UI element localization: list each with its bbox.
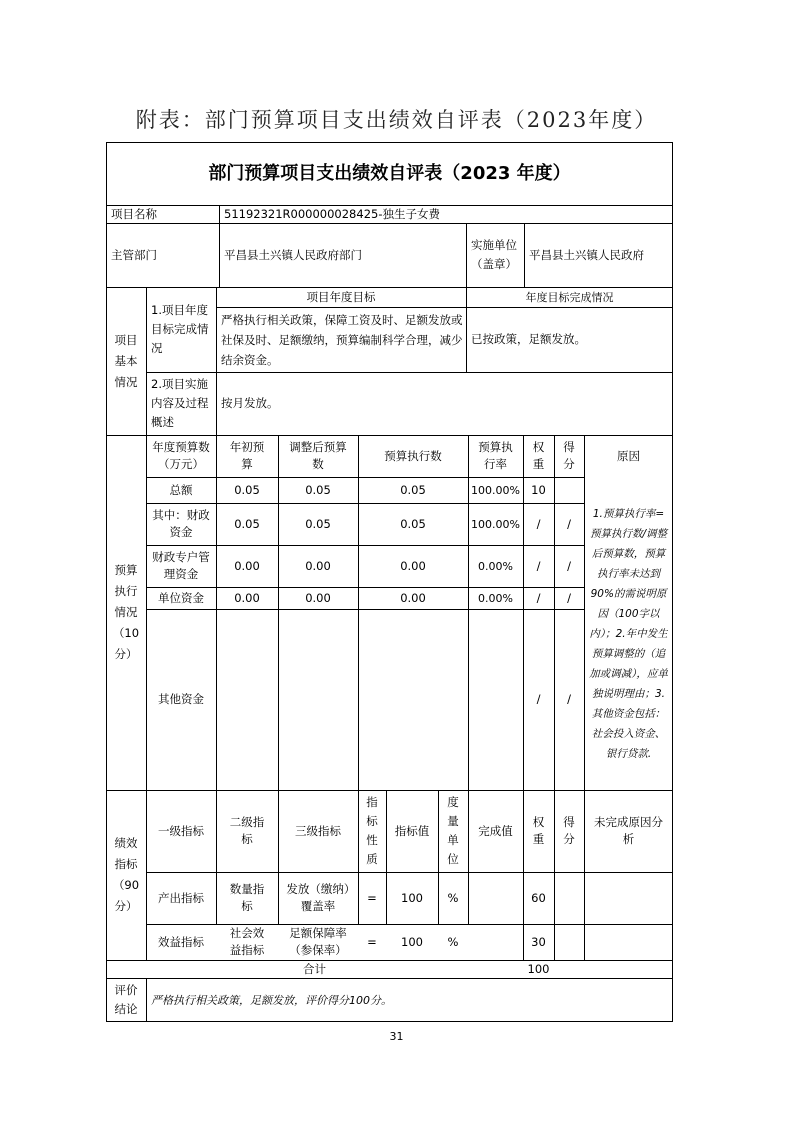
perf-row-unit: % — [447, 934, 459, 949]
perf-header-level3: 三级指标 — [295, 823, 341, 838]
budget-row-rate: 100.00% — [471, 483, 520, 497]
perf-header-value: 指标值 — [394, 823, 430, 838]
conclusion-label: 评价结论 — [114, 983, 138, 1016]
self-evaluation-table — [106, 142, 673, 1022]
budget-row-rate: 0.00% — [478, 559, 513, 573]
budget-row-score: / — [567, 692, 571, 706]
dept-label: 主管部门 — [111, 247, 157, 262]
budget-row-executed: 0.05 — [400, 516, 426, 531]
perf-section-label: 绩效指标（90分） — [112, 836, 140, 913]
perf-row-level2: 数量指标 — [229, 882, 265, 913]
perf-header-weight: 权重 — [532, 815, 545, 846]
budget-row-rate — [468, 609, 523, 790]
budget-header-fund: 年度预算数（万元） — [152, 440, 210, 471]
impl-content-text: 按月发放。 — [221, 396, 279, 410]
budget-section-label: 预算执行情况（10分） — [112, 563, 140, 661]
perf-row-reason — [584, 924, 673, 960]
goal-header: 项目年度目标 — [306, 289, 376, 304]
basic-section-label: 项目基本情况 — [114, 332, 138, 389]
perf-header-nature: 指标性质 — [366, 795, 378, 866]
budget-header-weight: 权重 — [532, 440, 545, 471]
budget-row-executed: 0.00 — [400, 590, 426, 605]
perf-header-score: 得分 — [563, 815, 575, 846]
perf-row-score — [554, 924, 584, 960]
budget-reason-note: 1.预算执行率=预算执行数/调整后预算数，预算执行率未达到90%的需说明原因（100字以内）；2.年中发生预算调整的（追加或调减），应单独说明理由；3.其他资金包括：社会投入资金、银行贷款. — [589, 507, 668, 760]
budget-row-adjusted: 0.00 — [305, 558, 331, 573]
budget-row-weight: 10 — [531, 482, 546, 497]
budget-row-initial — [216, 609, 278, 790]
project-name-value: 51192321R000000028425-独生子女费 — [224, 206, 440, 221]
budget-row-weight: / — [536, 516, 541, 531]
budget-row-adjusted: 0.05 — [305, 482, 331, 497]
budget-row-score: / — [567, 558, 571, 573]
budget-header-reason: 原因 — [617, 448, 640, 463]
budget-row-weight: / — [536, 692, 541, 706]
impl-unit-label: 实施单位（盖章） — [471, 238, 517, 271]
perf-row-level2: 社会效益指标 — [229, 926, 265, 957]
perf-row-level3: 足额保障率（参保率） — [289, 926, 347, 957]
perf-row-value: 100 — [401, 890, 423, 905]
budget-row-weight: / — [536, 558, 541, 573]
budget-header-executed: 预算执行数 — [384, 448, 442, 463]
perf-row-nature: = — [367, 934, 377, 949]
perf-row-nature: = — [367, 890, 377, 905]
budget-row-name: 其他资金 — [158, 692, 204, 706]
budget-row-initial: 0.05 — [234, 516, 260, 531]
budget-row-score — [554, 477, 584, 503]
completion-text: 已按政策，足额发放。 — [471, 332, 586, 346]
perf-row-level3: 发放（缴纳）覆盖率 — [286, 882, 350, 913]
budget-header-score: 得分 — [563, 440, 575, 471]
budget-row-initial: 0.00 — [234, 558, 260, 573]
budget-row-executed — [358, 609, 468, 790]
budget-row-rate: 100.00% — [471, 517, 520, 531]
budget-row-name: 其中：财政资金 — [152, 508, 210, 539]
perf-header-level1: 一级指标 — [158, 823, 204, 838]
budget-header-initial: 年初预算 — [229, 440, 265, 471]
budget-row-executed: 0.05 — [400, 482, 426, 497]
budget-row-name: 总额 — [169, 482, 193, 497]
project-name-label: 项目名称 — [111, 206, 157, 221]
budget-row-score: / — [567, 590, 571, 605]
perf-row-weight: 30 — [531, 934, 546, 949]
budget-row-weight: / — [536, 590, 541, 605]
budget-row-name: 单位资金 — [158, 590, 204, 605]
total-weight: 100 — [527, 961, 550, 976]
table-title: 部门预算项目支出绩效自评表（2023 年度） — [208, 163, 571, 184]
impl-unit-value: 平昌县土兴镇人民政府 — [529, 247, 644, 262]
budget-row-initial: 0.00 — [234, 590, 260, 605]
perf-row-reason — [584, 872, 673, 924]
perf-row-done — [468, 924, 523, 960]
page-number: 31 — [389, 1030, 404, 1043]
budget-row-adjusted: 0.05 — [305, 516, 331, 531]
budget-row-initial: 0.05 — [234, 482, 260, 497]
perf-header-unit: 度量单位 — [447, 795, 459, 866]
budget-header-adjusted: 调整后预算数 — [289, 440, 347, 471]
budget-row-adjusted — [278, 609, 358, 790]
goal-text: 严格执行相关政策，保障工资及时、足额发放或社保及时、足额缴纳，预算编制科学合理，减少结余资金。 — [221, 312, 463, 367]
perf-header-done: 完成值 — [478, 823, 513, 838]
perf-header-reason: 未完成原因分析 — [594, 815, 663, 846]
goal-label: 1.项目年度目标完成情况 — [151, 303, 209, 355]
perf-row-unit: % — [447, 890, 459, 905]
budget-row-adjusted: 0.00 — [305, 590, 331, 605]
perf-header-level2: 二级指标 — [229, 815, 265, 846]
perf-row-level1: 效益指标 — [158, 934, 204, 949]
page-title: 附表：部门预算项目支出绩效自评表（2023年度） — [135, 108, 658, 132]
impl-content-label: 2.项目实施内容及过程概述 — [151, 377, 209, 429]
conclusion-text: 严格执行相关政策，足额发放，评价得分100分。 — [151, 993, 392, 1007]
budget-row-executed: 0.00 — [400, 558, 426, 573]
budget-row-score: / — [567, 516, 571, 531]
perf-row-weight: 60 — [531, 890, 546, 905]
budget-header-rate: 预算执行率 — [478, 440, 513, 471]
dept-value: 平昌县土兴镇人民政府部门 — [224, 247, 362, 262]
perf-row-level1: 产出指标 — [158, 890, 204, 905]
perf-row-score — [554, 872, 584, 924]
perf-row-done — [468, 872, 523, 924]
perf-row-value: 100 — [401, 934, 423, 949]
budget-row-name: 财政专户管理资金 — [152, 550, 210, 581]
completion-header: 年度目标完成情况 — [525, 290, 614, 304]
budget-row-rate: 0.00% — [478, 591, 513, 605]
total-label: 合计 — [303, 961, 326, 976]
